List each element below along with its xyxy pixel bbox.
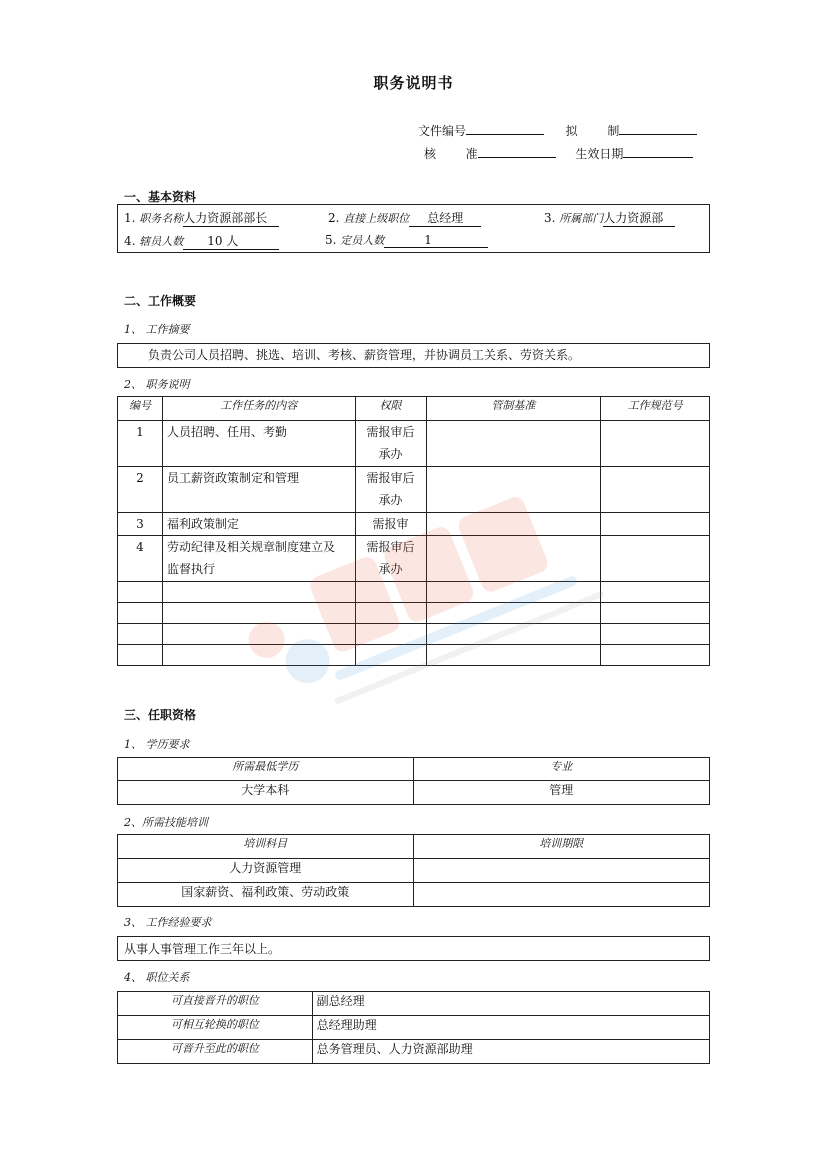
meta-row-2 xyxy=(424,145,693,162)
edu-level: 大学本科 xyxy=(118,781,414,805)
field-supervisor: 2. 直接上级职位 总经理 xyxy=(328,209,481,227)
file-no-label: 文件编号 xyxy=(418,124,467,138)
section-basic-heading: 一、基本资料 xyxy=(124,190,197,204)
duty-content: 福利政策制定 xyxy=(162,513,355,536)
subordinates-value[interactable]: 10 人 xyxy=(183,232,279,250)
duty-no: 1 xyxy=(118,421,163,467)
empty-row xyxy=(118,645,710,666)
experience-text: 从事人事管理工作三年以上。 xyxy=(124,942,281,956)
relations-table xyxy=(117,991,710,1064)
table-row xyxy=(118,883,710,907)
duties-header: 工作规范号 xyxy=(601,397,710,421)
duty-std xyxy=(426,536,601,582)
duties-header: 编号 xyxy=(118,397,163,421)
section-overview-heading: 二、工作概要 xyxy=(124,294,197,308)
duty-spec xyxy=(601,421,710,467)
duty-no: 4 xyxy=(118,536,163,582)
relation-label: 可晋升至此的职位 xyxy=(118,1040,313,1064)
relation-value: 副总经理 xyxy=(312,992,709,1016)
summary-subheading: 1、 工作摘要 xyxy=(124,323,190,336)
table-row xyxy=(118,467,710,513)
approve-label-1: 核 xyxy=(424,147,437,161)
section-qualification-heading: 三、任职资格 xyxy=(124,708,197,722)
training-table xyxy=(117,834,710,907)
meta-row-1 xyxy=(418,122,697,139)
edu-table xyxy=(117,757,710,805)
field-headcount: 5. 定员人数 1 xyxy=(325,232,488,248)
duties-table xyxy=(117,396,710,666)
headcount-value[interactable]: 1 xyxy=(384,233,488,248)
department-value[interactable]: 人力资源部 xyxy=(603,209,675,227)
duty-auth: 需报审后承办 xyxy=(355,467,426,513)
duty-spec xyxy=(601,536,710,582)
edu-header: 所需最低学历 xyxy=(118,758,414,781)
duty-spec xyxy=(601,513,710,536)
document-title: 职务说明书 xyxy=(373,74,454,92)
approve-field[interactable] xyxy=(478,145,556,158)
duty-content: 员工薪资政策制定和管理 xyxy=(162,467,355,513)
empty-row xyxy=(118,603,710,624)
training-subject: 人力资源管理 xyxy=(118,859,414,883)
table-row xyxy=(118,992,710,1016)
duty-std xyxy=(426,421,601,467)
effective-date-label: 生效日期 xyxy=(575,147,624,161)
draft-label-1: 拟 xyxy=(565,124,578,138)
relation-label: 可相互轮换的职位 xyxy=(118,1016,313,1040)
table-row xyxy=(118,1016,710,1040)
duty-no: 2 xyxy=(118,467,163,513)
edu-header: 专业 xyxy=(413,758,710,781)
training-header: 培训科目 xyxy=(118,835,414,859)
duties-header-row xyxy=(118,397,710,421)
duty-no: 3 xyxy=(118,513,163,536)
empty-row xyxy=(118,624,710,645)
duty-auth: 需报审后承办 xyxy=(355,536,426,582)
file-no-field[interactable] xyxy=(466,122,544,135)
summary-text: 负责公司人员招聘、挑选、培训、考核、薪资管理，并协调员工关系、劳资关系。 xyxy=(148,348,581,362)
duties-header: 权限 xyxy=(355,397,426,421)
field-department: 3. 所属部门人力资源部 xyxy=(544,209,675,227)
table-row xyxy=(118,513,710,536)
approve-label-2: 准 xyxy=(465,147,478,161)
draft-field[interactable] xyxy=(619,122,697,135)
duty-content: 人员招聘、任用、考勤 xyxy=(162,421,355,467)
duties-header: 管制基准 xyxy=(426,397,601,421)
experience-subheading: 3、 工作经验要求 xyxy=(124,916,212,929)
supervisor-value[interactable]: 总经理 xyxy=(409,209,481,227)
table-row xyxy=(118,421,710,467)
empty-row xyxy=(118,582,710,603)
duty-auth: 需报审 xyxy=(355,513,426,536)
training-period xyxy=(413,883,710,907)
duty-auth: 需报审后承办 xyxy=(355,421,426,467)
duties-subheading: 2、 职务说明 xyxy=(124,378,190,391)
table-row xyxy=(118,859,710,883)
relation-label: 可直接晋升的职位 xyxy=(118,992,313,1016)
duty-spec xyxy=(601,467,710,513)
training-period xyxy=(413,859,710,883)
relation-value: 总经理助理 xyxy=(312,1016,709,1040)
job-title-value[interactable]: 人力资源部部长 xyxy=(183,209,279,227)
table-row xyxy=(118,1040,710,1064)
duty-std xyxy=(426,513,601,536)
effective-date-field[interactable] xyxy=(623,145,693,158)
field-subordinates: 4. 辖员人数 10 人 xyxy=(124,232,279,250)
edu-subheading: 1、 学历要求 xyxy=(124,738,190,751)
training-header: 培训期限 xyxy=(413,835,710,859)
relation-value: 总务管理员、人力资源部助理 xyxy=(312,1040,709,1064)
field-job-title: 1. 职务名称人力资源部部长 xyxy=(124,209,279,227)
duties-header: 工作任务的内容 xyxy=(162,397,355,421)
table-row xyxy=(118,536,710,582)
draft-label-2: 制 xyxy=(607,124,620,138)
edu-major: 管理 xyxy=(413,781,710,805)
training-subheading: 2、所需技能培训 xyxy=(124,816,208,829)
training-subject: 国家薪资、福利政策、劳动政策 xyxy=(118,883,414,907)
duty-content: 劳动纪律及相关规章制度建立及监督执行 xyxy=(162,536,355,582)
relations-subheading: 4、 职位关系 xyxy=(124,971,190,984)
duty-std xyxy=(426,467,601,513)
